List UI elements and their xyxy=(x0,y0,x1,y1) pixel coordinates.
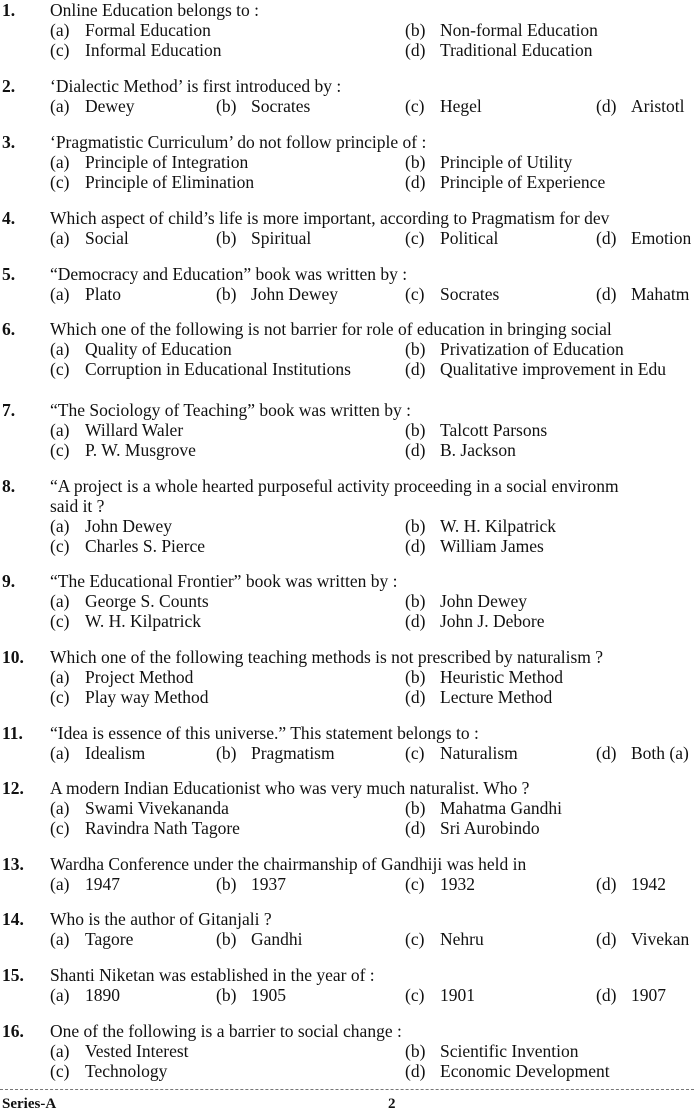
option-b xyxy=(405,420,547,440)
option-label: (d) xyxy=(596,96,617,116)
option-d xyxy=(405,172,605,192)
question-stem: “The Sociology of Teaching” book was written by : xyxy=(50,400,412,420)
option-a xyxy=(50,20,211,40)
question-number: 10. xyxy=(2,647,24,667)
option-label: (a) xyxy=(50,667,70,687)
option-label: (b) xyxy=(405,591,426,611)
option-label: (a) xyxy=(50,284,70,304)
option-text: 1947 xyxy=(85,874,120,894)
option-text: Privatization of Education xyxy=(440,339,624,359)
option-label: (c) xyxy=(405,96,425,116)
question-number: 7. xyxy=(2,400,16,420)
option-text: Gandhi xyxy=(251,929,303,949)
question-number: 14. xyxy=(2,909,24,929)
option-text: Project Method xyxy=(85,667,194,687)
option-text: Socrates xyxy=(251,96,311,116)
option-d xyxy=(405,359,666,379)
question-number: 13. xyxy=(2,854,24,874)
option-text: Willard Waler xyxy=(85,420,184,440)
option-text: Technology xyxy=(85,1061,168,1081)
option-a xyxy=(50,798,229,818)
option-text: William James xyxy=(440,536,544,556)
option-a xyxy=(50,516,172,536)
option-label: (a) xyxy=(50,516,70,536)
option-text: John Dewey xyxy=(440,591,527,611)
option-label: (d) xyxy=(405,818,426,838)
option-text: Principle of Elimination xyxy=(85,172,255,192)
option-label: (b) xyxy=(216,284,237,304)
option-label: (d) xyxy=(405,440,426,460)
option-a xyxy=(50,985,120,1005)
option-a xyxy=(50,1041,189,1061)
question-number: 2. xyxy=(2,76,16,96)
option-c xyxy=(50,818,240,838)
option-b xyxy=(405,667,563,687)
option-text: Qualitative improvement in Edu xyxy=(440,359,666,379)
question-stem: ‘Dialectic Method’ is first introduced by : xyxy=(50,76,342,96)
option-label: (c) xyxy=(50,1061,70,1081)
question-stem: Who is the author of Gitanjali ? xyxy=(50,909,272,929)
option-c xyxy=(405,284,499,304)
option-d xyxy=(596,874,666,894)
option-a xyxy=(50,339,232,359)
option-text: Scientific Invention xyxy=(440,1041,579,1061)
option-text: Hegel xyxy=(440,96,482,116)
option-text: 1932 xyxy=(440,874,475,894)
option-b xyxy=(405,516,556,536)
option-label: (d) xyxy=(596,228,617,248)
option-label: (d) xyxy=(405,536,426,556)
question-stem: Shanti Niketan was established in the year of : xyxy=(50,965,375,985)
option-text: Corruption in Educational Institutions xyxy=(85,359,351,379)
option-label: (d) xyxy=(405,611,426,631)
question-stem: Which one of the following teaching methods is not prescribed by naturalism ? xyxy=(50,647,604,667)
option-c xyxy=(50,172,254,192)
option-label: (b) xyxy=(405,798,426,818)
question-stem: Which one of the following is not barrier for role of education in bringing social xyxy=(50,319,612,339)
option-c xyxy=(405,743,518,763)
option-a xyxy=(50,743,145,763)
option-c xyxy=(50,611,201,631)
option-label: (c) xyxy=(50,359,70,379)
question-stem: Wardha Conference under the chairmanship of Gandhiji was held in xyxy=(50,854,527,874)
option-label: (c) xyxy=(50,818,70,838)
option-d xyxy=(405,818,540,838)
option-text: Spiritual xyxy=(251,228,312,248)
question-stem: A modern Indian Educationist who was very much naturalist. Who ? xyxy=(50,778,530,798)
option-text: Lecture Method xyxy=(440,687,553,707)
option-d xyxy=(405,687,552,707)
option-text: Aristotl xyxy=(631,96,685,116)
option-text: Non-formal Education xyxy=(440,20,598,40)
option-text: Quality of Education xyxy=(85,339,232,359)
option-label: (b) xyxy=(405,420,426,440)
question-number: 11. xyxy=(2,723,23,743)
series-label: Series-A xyxy=(2,1096,57,1112)
option-label: (a) xyxy=(50,743,70,763)
option-text: Vivekan xyxy=(631,929,690,949)
option-text: Political xyxy=(440,228,499,248)
option-d xyxy=(596,284,689,304)
option-label: (a) xyxy=(50,1041,70,1061)
question-number: 3. xyxy=(2,132,16,152)
option-b xyxy=(216,284,338,304)
option-label: (b) xyxy=(405,20,426,40)
option-text: Pragmatism xyxy=(251,743,335,763)
option-c xyxy=(50,359,351,379)
option-label: (b) xyxy=(216,743,237,763)
option-b xyxy=(216,929,303,949)
option-text: Play way Method xyxy=(85,687,209,707)
question-number: 8. xyxy=(2,476,16,496)
option-label: (a) xyxy=(50,874,70,894)
option-label: (c) xyxy=(50,611,70,631)
option-text: P. W. Musgrove xyxy=(85,440,196,460)
option-label: (d) xyxy=(596,985,617,1005)
option-c xyxy=(50,40,222,60)
option-text: Tagore xyxy=(85,929,134,949)
option-label: (d) xyxy=(405,359,426,379)
option-label: (b) xyxy=(216,228,237,248)
option-a xyxy=(50,929,133,949)
option-label: (b) xyxy=(405,339,426,359)
question-number: 12. xyxy=(2,778,24,798)
question-stem-line-2: said it ? xyxy=(50,496,105,516)
question-number: 9. xyxy=(2,571,16,591)
option-a xyxy=(50,667,193,687)
option-label: (a) xyxy=(50,985,70,1005)
option-b xyxy=(405,1041,579,1061)
question-stem: “Idea is essence of this universe.” This statement belongs to : xyxy=(50,723,479,743)
option-text: Vested Interest xyxy=(85,1041,189,1061)
option-d xyxy=(596,929,689,949)
option-text: 1901 xyxy=(440,985,475,1005)
question-number: 15. xyxy=(2,965,24,985)
question-stem: Which aspect of child’s life is more important, according to Pragmatism for dev xyxy=(50,208,610,228)
option-b xyxy=(405,339,624,359)
option-label: (a) xyxy=(50,96,70,116)
question-number: 1. xyxy=(2,0,16,20)
option-d xyxy=(596,96,684,116)
option-d xyxy=(405,536,544,556)
option-text: Ravindra Nath Tagore xyxy=(85,818,240,838)
option-b xyxy=(216,985,286,1005)
option-a xyxy=(50,874,120,894)
option-text: Informal Education xyxy=(85,40,222,60)
option-label: (b) xyxy=(405,516,426,536)
page-number: 2 xyxy=(388,1096,396,1112)
option-b xyxy=(405,591,527,611)
question-number: 6. xyxy=(2,319,16,339)
option-text: George S. Counts xyxy=(85,591,209,611)
question-number: 5. xyxy=(2,264,16,284)
option-label: (b) xyxy=(216,874,237,894)
question-stem: One of the following is a barrier to social change : xyxy=(50,1021,402,1041)
option-text: 1937 xyxy=(251,874,286,894)
option-text: John J. Debore xyxy=(440,611,545,631)
option-text: Charles S. Pierce xyxy=(85,536,206,556)
option-a xyxy=(50,420,183,440)
option-label: (a) xyxy=(50,798,70,818)
option-label: (c) xyxy=(50,172,70,192)
option-c xyxy=(405,96,482,116)
option-text: Principle of Experience xyxy=(440,172,606,192)
option-c xyxy=(405,985,475,1005)
question-stem: “The Educational Frontier” book was written by : xyxy=(50,571,398,591)
option-c xyxy=(50,1061,167,1081)
option-label: (c) xyxy=(50,40,70,60)
option-text: 1907 xyxy=(631,985,666,1005)
option-label: (c) xyxy=(405,743,425,763)
option-text: 1890 xyxy=(85,985,120,1005)
option-label: (c) xyxy=(405,228,425,248)
option-a xyxy=(50,228,129,248)
option-c xyxy=(50,687,208,707)
option-label: (d) xyxy=(405,40,426,60)
option-text: Principle of Utility xyxy=(440,152,573,172)
option-d xyxy=(405,40,592,60)
option-label: (d) xyxy=(596,874,617,894)
option-label: (b) xyxy=(216,96,237,116)
option-label: (c) xyxy=(405,284,425,304)
question-stem: “Democracy and Education” book was written by : xyxy=(50,264,408,284)
option-label: (a) xyxy=(50,228,70,248)
option-label: (d) xyxy=(596,743,617,763)
option-b xyxy=(405,152,572,172)
option-d xyxy=(596,985,666,1005)
option-text: W. H. Kilpatrick xyxy=(85,611,201,631)
option-b xyxy=(216,96,310,116)
option-label: (b) xyxy=(216,929,237,949)
option-a xyxy=(50,152,248,172)
option-label: (d) xyxy=(596,284,617,304)
question-stem: ‘Pragmatistic Curriculum’ do not follow principle of : xyxy=(50,132,427,152)
option-text: Formal Education xyxy=(85,20,211,40)
question-number: 4. xyxy=(2,208,16,228)
option-label: (a) xyxy=(50,420,70,440)
option-text: Principle of Integration xyxy=(85,152,249,172)
option-c xyxy=(405,929,484,949)
option-a xyxy=(50,96,135,116)
option-label: (c) xyxy=(405,985,425,1005)
option-text: Nehru xyxy=(440,929,484,949)
option-text: Heuristic Method xyxy=(440,667,563,687)
option-c xyxy=(405,874,475,894)
option-text: 1905 xyxy=(251,985,286,1005)
option-text: Both (a) xyxy=(631,743,689,763)
option-b xyxy=(216,874,286,894)
option-b xyxy=(216,228,311,248)
option-text: Naturalism xyxy=(440,743,518,763)
option-d xyxy=(405,1061,610,1081)
option-d xyxy=(596,228,691,248)
option-label: (a) xyxy=(50,152,70,172)
option-label: (c) xyxy=(50,440,70,460)
option-label: (a) xyxy=(50,339,70,359)
option-label: (c) xyxy=(405,874,425,894)
question-stem: Online Education belongs to : xyxy=(50,0,259,20)
option-text: Socrates xyxy=(440,284,500,304)
option-text: B. Jackson xyxy=(440,440,516,460)
option-text: Economic Development xyxy=(440,1061,610,1081)
option-label: (d) xyxy=(405,1061,426,1081)
question-stem: “A project is a whole hearted purposeful activity proceeding in a social environm xyxy=(50,476,619,496)
option-text: Plato xyxy=(85,284,121,304)
option-text: John Dewey xyxy=(251,284,338,304)
option-c xyxy=(405,228,498,248)
option-text: Dewey xyxy=(85,96,135,116)
option-label: (d) xyxy=(405,687,426,707)
option-a xyxy=(50,284,121,304)
option-text: W. H. Kilpatrick xyxy=(440,516,556,536)
option-b xyxy=(216,743,335,763)
option-label: (b) xyxy=(405,667,426,687)
option-text: Mahatm xyxy=(631,284,690,304)
option-label: (d) xyxy=(596,929,617,949)
option-text: 1942 xyxy=(631,874,666,894)
option-b xyxy=(405,798,562,818)
option-text: Mahatma Gandhi xyxy=(440,798,562,818)
question-number: 16. xyxy=(2,1021,24,1041)
option-d xyxy=(596,743,689,763)
option-label: (a) xyxy=(50,929,70,949)
option-label: (d) xyxy=(405,172,426,192)
option-text: Traditional Education xyxy=(440,40,593,60)
option-text: John Dewey xyxy=(85,516,172,536)
option-c xyxy=(50,536,205,556)
option-label: (b) xyxy=(216,985,237,1005)
option-label: (a) xyxy=(50,20,70,40)
option-b xyxy=(405,20,598,40)
option-text: Idealism xyxy=(85,743,146,763)
option-a xyxy=(50,591,209,611)
option-label: (b) xyxy=(405,1041,426,1061)
option-label: (c) xyxy=(50,687,70,707)
option-text: Talcott Parsons xyxy=(440,420,548,440)
option-label: (a) xyxy=(50,591,70,611)
option-text: Emotion xyxy=(631,228,692,248)
option-d xyxy=(405,611,545,631)
option-label: (b) xyxy=(405,152,426,172)
footer-divider xyxy=(0,1089,694,1090)
option-text: Sri Aurobindo xyxy=(440,818,540,838)
option-c xyxy=(50,440,196,460)
option-label: (c) xyxy=(405,929,425,949)
option-text: Swami Vivekananda xyxy=(85,798,229,818)
option-label: (c) xyxy=(50,536,70,556)
option-d xyxy=(405,440,516,460)
option-text: Social xyxy=(85,228,129,248)
